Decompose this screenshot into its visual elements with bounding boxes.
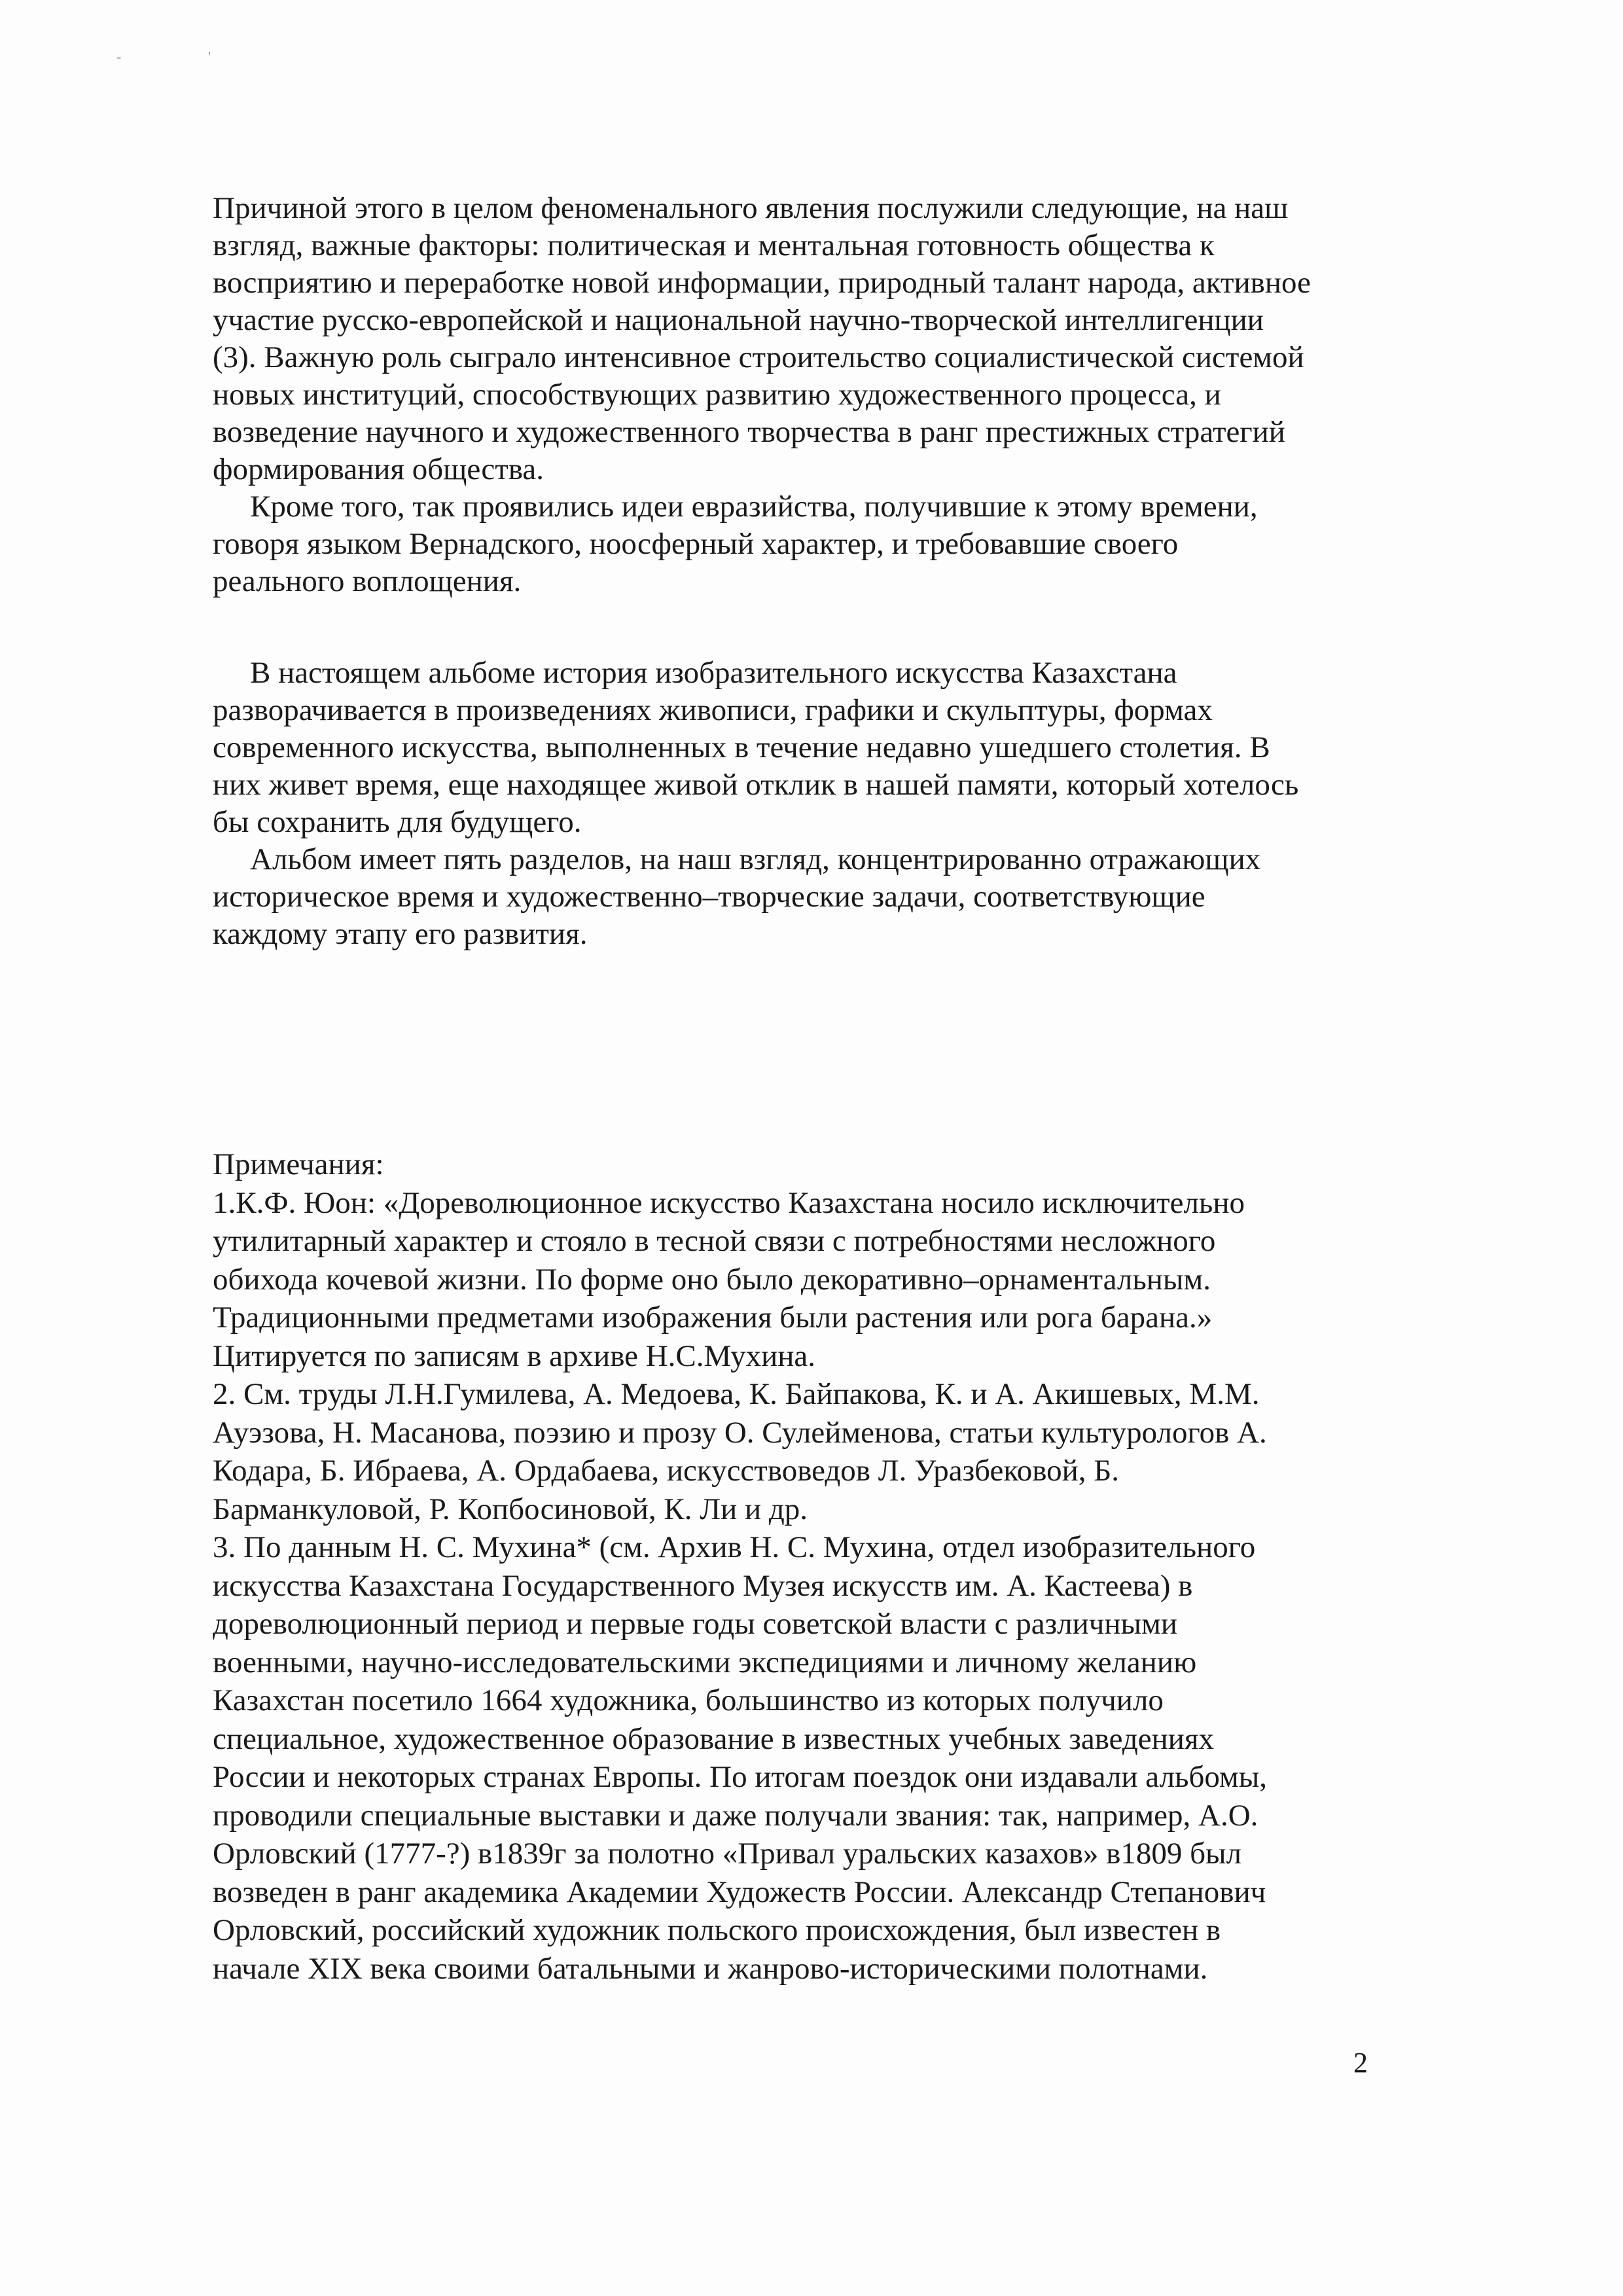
scan-artifact-mark: ' [208, 48, 211, 65]
text-line: разворачивается в произведениях живописи, графики и скульптуры, формах [213, 693, 1213, 727]
text-line: формирования общества. [213, 452, 544, 486]
scan-artifact-mark: - [116, 48, 122, 65]
notes-heading: Примечания: [213, 1147, 384, 1181]
text-line: (3). Важную роль сыграло интенсивное строительство социалистической системой [213, 340, 1304, 374]
note-line: Цитируется по записям в архиве Н.С.Мухина. [213, 1338, 816, 1373]
note-line: специальное, художественное образование в известных учебных заведениях [213, 1721, 1215, 1756]
text-line: них живет время, еще находящее живой отклик в нашей памяти, который хотелось [213, 768, 1299, 802]
text-line: участие русско-европейской и национальной научно-творческой интеллигенции [213, 303, 1264, 337]
text-line: современного искусства, выполненных в течение недавно ушедшего столетия. В [213, 730, 1270, 764]
text-line: каждому этапу его развития. [213, 917, 588, 951]
text-line: бы сохранить для будущего. [213, 805, 582, 839]
text-line: говоря языком Вернадского, ноосферный характер, и требовавшие своего [213, 527, 1179, 561]
intro-paragraphs [213, 190, 1391, 600]
note-line: Ауэзова, Н. Масанова, поэзию и прозу О. Сулейменова, статьи культурологов А. [213, 1415, 1267, 1450]
text-line: историческое время и художественно–творческие задачи, соответствующие [213, 880, 1205, 914]
page-number: 2 [1353, 2047, 1368, 2079]
note-line: Орловский (1777-?) в1839г за полотно «Привал уральских казахов» в1809 был [213, 1837, 1242, 1871]
note-line: 2. См. труды Л.Н.Гумилева, А. Медоева, К. Байпакова, К. и А. Акишевых, М.М. [213, 1377, 1260, 1411]
note-line: Казахстан посетило 1664 художника, большинство из которых получило [213, 1683, 1164, 1717]
notes-section [213, 1145, 1391, 1988]
album-paragraphs [213, 655, 1391, 953]
text-line: реального воплощения. [213, 564, 522, 598]
text-line: Кроме того, так проявились идеи евразийства, получившие к этому времени, [250, 490, 1258, 524]
note-line: начале XIX века своими батальными и жанрово-историческими полотнами. [213, 1951, 1208, 1986]
text-line: В настоящем альбоме история изобразительного искусства Казахстана [250, 656, 1177, 690]
text-line: новых институций, способствующих развитию художественного процесса, и [213, 378, 1221, 412]
note-line: возведен в ранг академика Академии Художеств России. Александр Степанович [213, 1874, 1266, 1909]
note-line: Барманкуловой, Р. Копбосиновой, К. Ли и др. [213, 1492, 808, 1526]
note-line: Орловский, российский художник польского происхождения, был известен в [213, 1913, 1221, 1947]
note-line: Традиционными предметами изображения были растения или рога барана.» [213, 1300, 1213, 1335]
note-line: военными, научно-исследовательскими экспедициями и личному желанию [213, 1645, 1197, 1679]
note-line: России и некоторых странах Европы. По итогам поездок они издавали альбомы, [213, 1760, 1268, 1794]
text-line: взгляд, важные факторы: политическая и ментальная готовность общества к [213, 228, 1215, 262]
note-line: 3. По данным Н. С. Мухина* (см. Архив Н. С. Мухина, отдел изобразительного [213, 1530, 1256, 1564]
note-line: проводили специальные выставки и даже получали звания: так, например, А.О. [213, 1798, 1258, 1833]
note-line: Кодара, Б. Ибраева, А. Ордабаева, искусствоведов Л. Уразбековой, Б. [213, 1454, 1120, 1488]
note-line: 1.К.Ф. Юон: «Дореволюционное искусство Казахстана носило исключительно [213, 1185, 1245, 1220]
note-line: утилитарный характер и стояло в тесной связи с потребностями несложного [213, 1224, 1216, 1258]
text-line: возведение научного и художественного творчества в ранг престижных стратегий [213, 415, 1285, 449]
text-line: Альбом имеет пять разделов, на наш взгляд, концентрированно отражающих [250, 842, 1261, 876]
note-line: обихода кочевой жизни. По форме оно было декоративно–орнаментальным. [213, 1262, 1211, 1297]
note-line: искусства Казахстана Государственного Музея искусств им. А. Кастеева) в [213, 1568, 1193, 1603]
text-line: восприятию и переработке новой информации, природный талант народа, активное [213, 266, 1311, 300]
note-line: дореволюционный период и первые годы советской власти с различными [213, 1607, 1178, 1641]
text-line: Причиной этого в целом феноменального явления послужили следующие, на наш [213, 191, 1289, 225]
